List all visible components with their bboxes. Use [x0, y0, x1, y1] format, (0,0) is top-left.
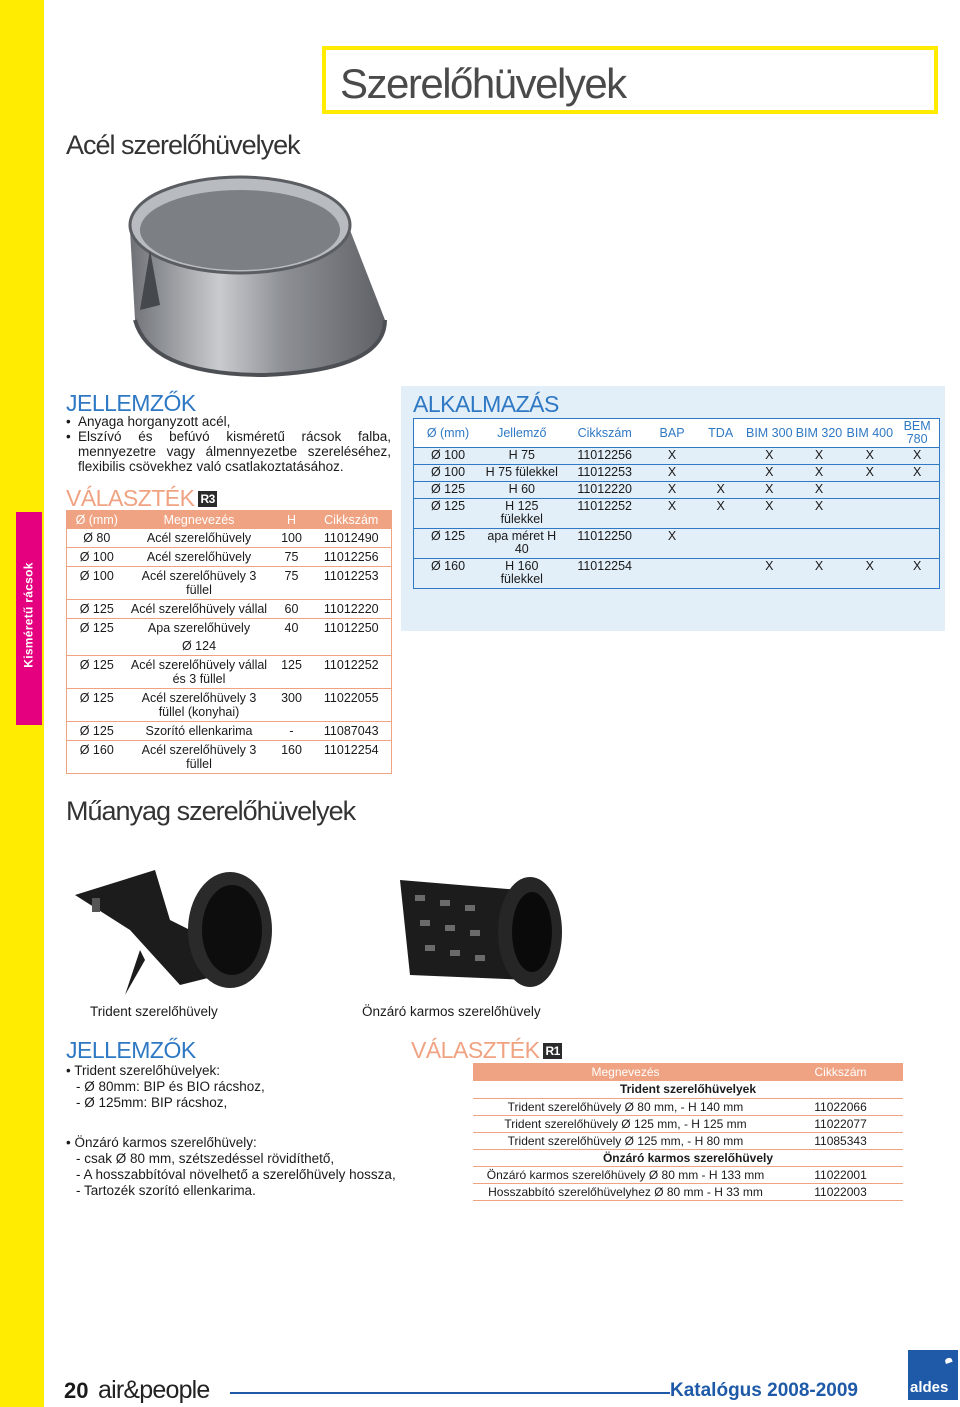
col-header: BAP — [648, 419, 697, 448]
page-number: 20 — [64, 1378, 89, 1403]
cell-diameter: Ø 80 — [83, 530, 111, 545]
cell-compat: X — [865, 448, 874, 462]
steel-selection-table — [66, 510, 392, 774]
cell-height: - — [272, 721, 312, 740]
plastic-selection-table — [473, 1063, 903, 1201]
cell-compat: X — [648, 499, 697, 529]
cell-name-line: Szorító ellenkarima — [145, 723, 253, 738]
plastic-feature-line: • Önzáró karmos szerelőhüvely: — [66, 1135, 257, 1150]
col-header: Cikkszám — [312, 511, 392, 529]
plastic-feature-line: - Tartozék szorító ellenkarima. — [76, 1183, 256, 1198]
table-row — [414, 465, 940, 482]
cell-name-line: Acél szerelőhüvely vállal — [130, 601, 268, 616]
cell-compat — [895, 482, 939, 499]
plastic-feature-spacer — [66, 1111, 396, 1135]
plastic-section-heading: Műanyag szerelőhüvelyek — [66, 796, 356, 826]
steel-table-body — [67, 529, 392, 774]
col-header: Ø (mm) — [67, 511, 127, 529]
cell-name-line: Acél szerelőhüvely 3 füllel — [141, 742, 257, 771]
cell-name — [127, 566, 272, 599]
footer-rule — [230, 1392, 670, 1394]
cell-compat — [745, 529, 794, 559]
self-closing-sleeve-image — [370, 860, 570, 995]
cell-compat: X — [648, 465, 697, 482]
col-header: Megnevezés — [127, 511, 272, 529]
plastic-features-list — [66, 1063, 396, 1199]
application-heading: ALKALMAZÁS — [413, 391, 559, 417]
cell-diameter: Ø 160 — [67, 740, 127, 773]
cell-compat: X — [745, 499, 794, 529]
col-header: TDA — [696, 419, 745, 448]
cell-code: 11022001 — [778, 1166, 903, 1183]
plastic-feature-line: - Ø 80mm: BIP és BIO rácshoz, — [76, 1079, 265, 1094]
cell-compat — [844, 529, 895, 559]
section-tab-label: Kisméretű rácsok — [21, 562, 36, 668]
table-row — [67, 599, 392, 618]
cell-height: 40 — [272, 618, 312, 655]
table-row — [67, 566, 392, 599]
trident-sleeve-image — [70, 860, 290, 1000]
cell-compat: X — [794, 465, 845, 482]
table-row — [67, 547, 392, 566]
plastic-selection-heading — [411, 1037, 562, 1064]
plastic-selection-title: VÁLASZTÉK — [411, 1037, 540, 1063]
plastic-feature-line: - csak Ø 80 mm, szétszedéssel rövidíthető, — [76, 1151, 335, 1166]
cell-value: Ø 125 — [414, 529, 483, 559]
cell-compat: X — [794, 499, 845, 529]
cell-value: H 125 fülekkel — [482, 499, 562, 529]
cell-code: 11012253 — [562, 465, 648, 482]
group-label: Önzáró karmos szerelőhüvely — [473, 1149, 903, 1166]
cell-name — [127, 529, 272, 548]
cell-compat: X — [794, 559, 845, 589]
page-title: Szerelőhüvelyek — [340, 60, 626, 107]
table-row — [67, 721, 392, 740]
cell-compat — [648, 559, 697, 589]
cell-diameter: Ø 125 — [67, 599, 127, 618]
page-title-box — [322, 46, 938, 114]
cell-name-line: Acél szerelőhüvely — [146, 549, 252, 564]
cell-name — [127, 547, 272, 566]
cell-diameter: Ø 125 — [67, 655, 127, 688]
cell-compat: X — [814, 448, 824, 462]
cell-name: Trident szerelőhüvely Ø 80 mm, - H 140 mm — [473, 1098, 778, 1115]
logo-leaf-icon — [944, 1357, 952, 1364]
self-closing-caption: Önzáró karmos szerelőhüvely — [362, 1004, 541, 1019]
cell-code: 11085343 — [778, 1132, 903, 1149]
group-row — [473, 1149, 903, 1166]
plastic-feature-line: - Ø 125mm: BIP rácshoz, — [76, 1095, 228, 1110]
cell-height: 160 — [272, 740, 312, 773]
cell-name-line: Acél szerelőhüvely — [146, 530, 252, 545]
cell-value: apa méret H 40 — [482, 529, 562, 559]
catalog-label: Katalógus 2008-2009 — [670, 1380, 858, 1401]
cell-compat — [895, 499, 939, 529]
cell-compat — [696, 448, 745, 465]
cell-compat — [895, 529, 939, 559]
cell-value: H 75 fülekkel — [482, 465, 562, 482]
table-row — [473, 1166, 903, 1183]
cell-height: 60 — [272, 599, 312, 618]
cell-code: 11012256 — [312, 547, 392, 566]
cell-compat: X — [844, 559, 895, 589]
cell-name-line: Apa szerelőhüvely — [147, 620, 251, 635]
cell-code: 11022066 — [778, 1098, 903, 1115]
steel-feature-item: • Anyaga horganyzott acél, — [66, 414, 391, 429]
cell-compat: X — [844, 465, 895, 482]
plastic-table-body — [473, 1081, 903, 1200]
table-row — [473, 1115, 903, 1132]
plastic-feature-line: • Trident szerelőhüvelyek: — [66, 1063, 221, 1078]
col-header: Jellemző — [482, 419, 562, 448]
steel-sleeve-image — [90, 170, 410, 385]
cell-compat: X — [895, 465, 939, 482]
cell-code: 11012250 — [312, 618, 392, 655]
section-tab — [16, 512, 42, 725]
cell-compat: X — [765, 448, 774, 462]
cell-code: 11012220 — [312, 599, 392, 618]
cell-name — [127, 740, 272, 773]
table-row — [414, 448, 940, 465]
steel-section-heading: Acél szerelőhüvelyek — [66, 130, 300, 160]
table-row — [414, 559, 940, 589]
logo-text: aldes — [910, 1379, 949, 1396]
aldes-logo — [908, 1350, 958, 1400]
group-row — [473, 1081, 903, 1098]
col-header: H — [272, 511, 312, 529]
cell-name: Önzáró karmos szerelőhüvely Ø 80 mm - H 133 mm — [473, 1166, 778, 1183]
cell-compat: X — [745, 482, 794, 499]
cell-name-line: Ø 124 — [181, 638, 217, 653]
table-row — [473, 1183, 903, 1200]
cell-name: Trident szerelőhüvely Ø 125 mm, - H 125 mm — [473, 1115, 778, 1132]
cell-value: Ø 160 — [414, 559, 483, 589]
cell-compat — [794, 529, 845, 559]
steel-features-list — [66, 414, 391, 474]
cell-code: 11022003 — [778, 1183, 903, 1200]
plastic-features-heading: JELLEMZŐK — [66, 1037, 196, 1063]
steel-feature-item: • Elszívó és befúvó kisméretű rácsok falba, mennyezetre vagy álmennyezetbe szereléséhez, flexibilis csövekhez való csatlakoztatásához. — [66, 429, 391, 474]
cell-code: 11012256 — [577, 448, 632, 462]
col-header: Megnevezés — [473, 1063, 778, 1081]
cell-code: 11012250 — [562, 529, 648, 559]
cell-name: Hosszabbító szerelőhüvelyhez Ø 80 mm - H 33 mm — [473, 1183, 778, 1200]
trident-caption: Trident szerelőhüvely — [90, 1004, 218, 1019]
cell-diameter: Ø 100 — [67, 566, 127, 599]
col-header: BIM 320 — [794, 419, 845, 448]
application-table — [413, 418, 940, 589]
cell-name: Trident szerelőhüvely Ø 125 mm, - H 80 mm — [473, 1132, 778, 1149]
cell-height: 100 — [281, 530, 302, 545]
cell-height: 125 — [272, 655, 312, 688]
cell-value: Ø 125 — [414, 482, 483, 499]
cell-compat: X — [794, 482, 845, 499]
table-row — [67, 688, 392, 721]
cell-compat — [696, 529, 745, 559]
cell-diameter: Ø 125 — [67, 618, 127, 655]
cell-name — [127, 688, 272, 721]
col-header: BIM 300 — [745, 419, 794, 448]
cell-value: Ø 100 — [430, 448, 466, 462]
cell-code: 11022055 — [312, 688, 392, 721]
table-row — [67, 618, 392, 655]
cell-value: Ø 100 — [414, 465, 483, 482]
cell-height: 75 — [272, 566, 312, 599]
cell-compat: X — [745, 465, 794, 482]
cell-name-line: Acél szerelőhüvely vállal és 3 füllel — [130, 657, 268, 686]
cell-value: H 60 — [482, 482, 562, 499]
cell-height: 75 — [272, 547, 312, 566]
cell-code: 11087043 — [312, 721, 392, 740]
col-header: Ø (mm) — [414, 419, 483, 448]
application-table-body — [414, 448, 940, 589]
cell-code: 11012252 — [312, 655, 392, 688]
table-row — [414, 529, 940, 559]
cell-value: H 75 — [508, 448, 535, 462]
cell-compat: X — [912, 448, 922, 462]
cell-compat — [844, 482, 895, 499]
cell-height: 300 — [272, 688, 312, 721]
plastic-feature-line: - A hosszabbítóval növelhető a szerelőhüvely hossza, — [76, 1167, 396, 1182]
table-row — [414, 499, 940, 529]
cell-code: 11012253 — [312, 566, 392, 599]
table-row — [67, 655, 392, 688]
table-row — [67, 529, 392, 548]
col-header: Cikkszám — [778, 1063, 903, 1081]
cell-compat: X — [745, 559, 794, 589]
cell-compat — [844, 499, 895, 529]
cell-compat: X — [648, 529, 697, 559]
cell-name — [127, 618, 272, 655]
cell-compat — [696, 465, 745, 482]
steel-selection-badge: R3 — [200, 492, 215, 506]
cell-code: 11012220 — [562, 482, 648, 499]
table-row — [414, 482, 940, 499]
col-header: BEM 780 — [895, 419, 939, 448]
table-row — [67, 740, 392, 773]
cell-name — [127, 721, 272, 740]
col-header: BIM 400 — [844, 419, 895, 448]
application-header-row — [414, 419, 940, 448]
col-header: Cikkszám — [562, 419, 648, 448]
cell-code: 11022077 — [778, 1115, 903, 1132]
cell-diameter: Ø 125 — [67, 721, 127, 740]
table-row — [473, 1132, 903, 1149]
cell-compat: X — [895, 559, 939, 589]
brand-tagline: air&people — [98, 1376, 210, 1404]
steel-selection-title: VÁLASZTÉK — [66, 485, 195, 511]
cell-value: Ø 125 — [414, 499, 483, 529]
cell-code: 11012254 — [312, 740, 392, 773]
cell-name-line: Acél szerelőhüvely 3 füllel (konyhai) — [141, 690, 257, 719]
cell-diameter: Ø 125 — [67, 688, 127, 721]
cell-compat: X — [667, 448, 677, 462]
cell-diameter: Ø 100 — [67, 547, 127, 566]
group-label: Trident szerelőhüvelyek — [473, 1081, 903, 1098]
plastic-selection-badge: R1 — [545, 1044, 560, 1058]
cell-compat — [696, 559, 745, 589]
cell-name — [127, 655, 272, 688]
steel-features-heading: JELLEMZŐK — [66, 390, 196, 416]
cell-name-line: Acél szerelőhüvely 3 füllel — [141, 568, 257, 597]
cell-compat: X — [696, 499, 745, 529]
steel-selection-heading — [66, 485, 217, 512]
cell-name — [127, 599, 272, 618]
cell-value: H 160 fülekkel — [482, 559, 562, 589]
cell-compat: X — [696, 482, 745, 499]
cell-code: 11012252 — [562, 499, 648, 529]
cell-code: 11012490 — [323, 530, 379, 545]
table-row — [473, 1098, 903, 1115]
cell-compat: X — [648, 482, 697, 499]
cell-code: 11012254 — [562, 559, 648, 589]
